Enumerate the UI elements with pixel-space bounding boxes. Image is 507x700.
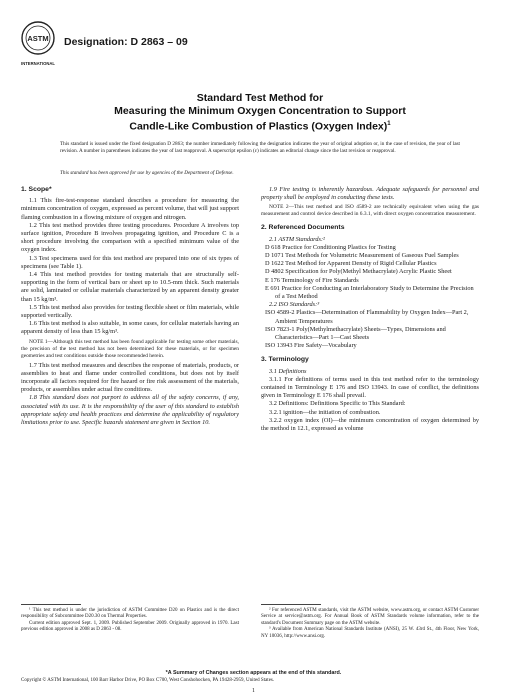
designation: Designation: D 2863 – 09: [64, 36, 188, 48]
para-1-8: 1.8 This standard does not purport to address all of the safety concerns, if any, associated with its use. It is the responsibility of the user of this standard to establish appropriate safety and health practices and determine the applicability of regulatory limitations prior to use. Specific hazards statement are given in Section 10.: [21, 394, 239, 427]
summary-of-changes-note: *A Summary of Changes section appears at the end of this standard.: [165, 670, 342, 676]
referenced-documents-heading: 2. Referenced Documents: [261, 224, 345, 232]
para-1-6: 1.6 This test method is also suitable, in some cases, for cellular materials having an apparent density of less than 15 kg/m³.: [21, 320, 239, 336]
issue-note: This standard is issued under the fixed designation D 2863; the number immediately following the designation indicates the year of original adoption or, in the case of revision, the year of last revision. A number in parentheses indicates the year of last reapproval. A superscript epsilon (ε) indicates an editorial change since the last revision or reapproval.: [60, 141, 460, 154]
reference-item: D 618 Practice for Conditioning Plastics for Testing: [265, 243, 396, 251]
footnote-3: ³ Available from American National Standards Institute (ANSI), 25 W. 43rd St., 4th Floor, New York, NY 10036, http://www.ansi.org.: [261, 627, 479, 639]
svg-text:ASTM: ASTM: [27, 34, 49, 43]
iso-reference-list: [261, 309, 479, 350]
title-line-2: Measuring the Minimum Oxygen Concentration to Support: [114, 105, 406, 117]
footnote-rule-left: [21, 604, 81, 605]
reference-item: E 176 Terminology of Fire Standards: [265, 276, 359, 284]
reference-item: ISO 13943 Fire Safety—Vocabulary: [265, 342, 357, 350]
para-3-1-1: 3.1.1 For definitions of terms used in this test method refer to the terminology contained in Terminology E 176 and ISO 13943. In case of conflict, the definitions given in Terminology E 176 shall prevail.: [261, 375, 479, 400]
reference-item: E 691 Practice for Conducting an Interlaboratory Study to Determine the Precision of a Test Method: [265, 284, 474, 301]
reference-item: D 1622 Test Method for Apparent Density of Rigid Cellular Plastics: [265, 260, 437, 268]
note-2: NOTE 2—This test method and ISO 4589-2 are technically equivalent when using the gas measurement and control device described in 6.3.1, with direct oxygen concentration measurement.: [261, 204, 479, 218]
note-1: NOTE 1—Although this test method has been found applicable for testing some other materials, the precision of the test method has not been determined for these materials, or for specimen geometries and test conditions outside those recommended herein.: [21, 338, 239, 359]
document-title: [40, 92, 480, 134]
left-column: [21, 186, 239, 427]
footnote-1-edition: Current edition approved Sept. 1, 2009. Published September 2009. Originally approved in 1970. Last previous edition approved in 2008 as D 2863 - 08.: [21, 620, 239, 633]
scope-heading: 1. Scope*: [21, 186, 52, 193]
svg-text:INTERNATIONAL: INTERNATIONAL: [21, 61, 55, 66]
terminology-heading: 3. Terminology: [261, 356, 309, 364]
astm-standards-subheading: 2.1 ASTM Standards:²: [269, 235, 325, 243]
title-footnote-mark: 1: [387, 121, 391, 127]
para-1-7: 1.7 This test method measures and describes the response of materials, products, or assemblies to heat and flame under controlled conditions, but does not by itself incorporate all factors required for fire hazard or fire risk assessment of the materials, products, or assemblies under actual fire conditions.: [21, 361, 239, 394]
para-1-2: 1.2 This test method provides three testing procedures. Procedure A involves top surface ignition, Procedure B involves propagating ignition, and Procedure C is a short procedure involving the comparison with a specified minimum value of the oxygen index.: [21, 221, 239, 254]
para-1-9: 1.9 Fire testing is inherently hazardous. Adequate safeguards for personnel and property shall be employed in conducting these tests.: [261, 186, 479, 202]
title-line-1: Standard Test Method for: [196, 92, 324, 104]
reference-item: D 4802 Specification for Poly(Methyl Methacrylate) Acrylic Plastic Sheet: [265, 268, 452, 276]
para-3-2: 3.2 Definitions: Definitions Specific to This Standard:: [269, 400, 406, 408]
para-3-2-1: 3.2.1 ignition—the initiation of combustion.: [269, 408, 381, 416]
astm-reference-list: [261, 244, 479, 301]
definitions-subheading: 3.1 Definitions: [269, 367, 307, 375]
reference-item: ISO 7823-1 Poly(Methylmethacrylate) Sheets—Types, Dimensions and Characteristics—Part 1—Cast Sheets: [265, 325, 446, 342]
para-1-3: 1.3 Test specimens used for this test method are prepared into one of six types of specimens (see Table 1).: [21, 254, 239, 270]
page-number: 1: [252, 688, 255, 694]
title-line-3: [40, 118, 480, 134]
right-column: [261, 186, 479, 433]
footnotes-right: [261, 608, 479, 640]
para-3-2-2: 3.2.2 oxygen index (OI)—the minimum concentration of oxygen determined by the method in 12.1, expressed as volume: [261, 416, 479, 433]
footnote-2: ² For referenced ASTM standards, visit the ASTM website, www.astm.org, or contact ASTM Customer Service at service@astm.org. For Annual Book of ASTM Standards volume information, refer to the standard's Document Summary page on the ASTM website.: [261, 608, 479, 626]
footnote-rule-right: [261, 604, 321, 605]
reference-item: D 1071 Test Methods for Volumetric Measurement of Gaseous Fuel Samples: [265, 252, 459, 260]
approval-note: This standard has been approved for use by agencies of the Department of Defense.: [60, 170, 234, 176]
para-1-4: 1.4 This test method provides for testing materials that are structurally self-supporting in the form of vertical bars or sheet up to 10.5-mm thick. Such materials are solid, laminated or cellular materials characterized by an apparent density greater than 15 kg/m³.: [21, 271, 239, 303]
title-line-3-text: Candle-Like Combustion of Plastics (Oxygen Index): [129, 120, 388, 133]
copyright-line: Copyright © ASTM International, 100 Barr Harbor Drive, PO Box C700, West Conshohocken, PA 19428-2959, United States.: [21, 678, 275, 683]
iso-standards-subheading: 2.2 ISO Standards:³: [269, 301, 320, 309]
para-1-5: 1.5 This test method also provides for testing flexible sheet or film materials, while supported vertically.: [21, 303, 239, 320]
footnote-1-text: ¹ This test method is under the jurisdiction of ASTM Committee D20 on Plastics and is the direct responsibility of Subcommittee D20.30 on Thermal Properties.: [21, 608, 239, 620]
footnote-1: [21, 608, 239, 634]
para-1-1: 1.1 This fire-test-response standard describes a procedure for measuring the minimum concentration of oxygen, expressed as percent volume, that will just support flaming combustion in a flowing mixture of oxygen and nitrogen.: [21, 197, 239, 221]
astm-logo-icon: [20, 20, 56, 74]
reference-item: ISO 4589-2 Plastics—Determination of Flammability by Oxygen Index—Part 2, Ambient Temperatures: [265, 309, 469, 325]
